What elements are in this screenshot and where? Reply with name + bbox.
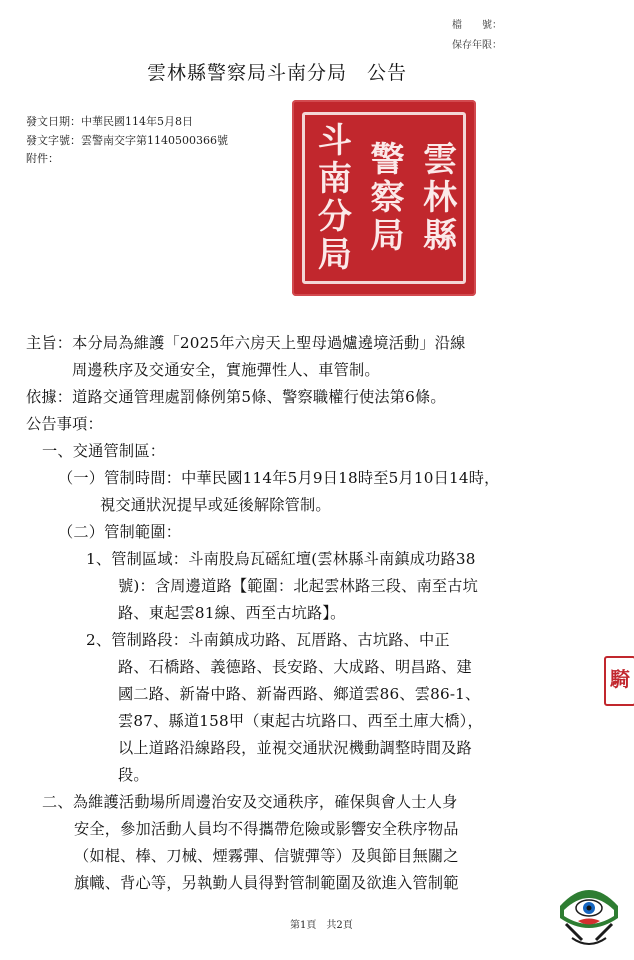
basis-line: 依據：道路交通管理處罰條例第5條、警察職權行使法第6條。 bbox=[26, 388, 446, 406]
retention-period-label: 保存年限： bbox=[452, 40, 502, 51]
section-1-2-2-line-3: 國二路、新崙中路、新崙西路、鄉道雲86、雲86-1、 bbox=[118, 685, 481, 703]
section-2-line-1: 二、為維護活動場所周邊治安及交通秩序，確保與會人士人身 bbox=[42, 793, 458, 811]
seal-column-1: 雲林縣 bbox=[416, 141, 457, 255]
section-1-2-2-line-2: 路、石橋路、義德路、長安路、大成路、明昌路、建 bbox=[118, 658, 472, 676]
police-emblem-icon bbox=[552, 876, 626, 952]
notice-heading: 公告事項： bbox=[26, 415, 103, 433]
section-1-2-1-line-2: 號)：含周邊道路【範圍：北起雲林路三段、南至古坑 bbox=[118, 577, 479, 595]
section-1-1-line-1: （一）管制時間：中華民國114年5月9日18時至5月10日14時， bbox=[58, 469, 500, 487]
document-number bbox=[26, 132, 228, 148]
section-1-2-1-line-3: 路、東起雲81線、西至古坑路】。 bbox=[118, 604, 346, 622]
section-1-heading: 一、交通管制區： bbox=[42, 442, 166, 460]
file-number-label: 檔 號： bbox=[452, 20, 502, 31]
section-1-2-2-line-6: 段。 bbox=[118, 766, 149, 784]
document-number-label: 發文字號： bbox=[26, 134, 81, 147]
page-title: 雲林縣警察局斗南分局 公告 bbox=[147, 62, 408, 84]
section-2-line-3: （如棍、棒、刀械、煙霧彈、信號彈等）及與節目無關之 bbox=[74, 847, 459, 865]
section-1-2-heading: （二）管制範圍： bbox=[58, 523, 182, 541]
section-2-line-4: 旗幟、背心等，另執勤人員得對管制範圍及欲進入管制範 bbox=[74, 874, 459, 892]
subject-line-2: 周邊秩序及交通安全，實施彈性人、車管制。 bbox=[72, 361, 380, 379]
section-1-2-2-line-5: 以上道路沿線路段，並視交通狀況機動調整時間及路 bbox=[118, 739, 472, 757]
perforation-seal: 騎 bbox=[604, 656, 634, 706]
issue-date-label: 發文日期： bbox=[26, 115, 81, 128]
official-seal bbox=[292, 100, 476, 296]
official-seal-frame bbox=[302, 112, 466, 284]
issue-date-value: 中華民國114年5月8日 bbox=[81, 115, 193, 128]
section-1-2-2-line-4: 雲87、縣道158甲（東起古坑路口、西至土庫大橋）， bbox=[118, 712, 483, 730]
page-number: 第1頁 共2頁 bbox=[290, 920, 353, 931]
document-number-value: 雲警南交字第1140500366號 bbox=[81, 134, 228, 147]
seal-column-2: 警察局 bbox=[363, 141, 404, 255]
section-1-2-1-line-1: 1、管制區域：斗南股烏瓦磘紅壇(雲林縣斗南鎮成功路38 bbox=[86, 550, 476, 568]
seal-column-3: 斗南分局 bbox=[311, 122, 352, 274]
subject-line-1: 主旨：本分局為維護「2025年六房天上聖母過爐遶境活動」沿線 bbox=[26, 334, 466, 352]
attachment-label: 附件： bbox=[26, 152, 59, 165]
section-1-2-2-line-1: 2、管制路段：斗南鎮成功路、瓦厝路、古坑路、中正 bbox=[86, 631, 450, 649]
section-1-1-line-2: 視交通狀況提早或延後解除管制。 bbox=[100, 496, 331, 514]
issue-date bbox=[26, 113, 193, 129]
section-2-line-2: 安全，參加活動人員均不得攜帶危險或影響安全秩序物品 bbox=[74, 820, 459, 838]
